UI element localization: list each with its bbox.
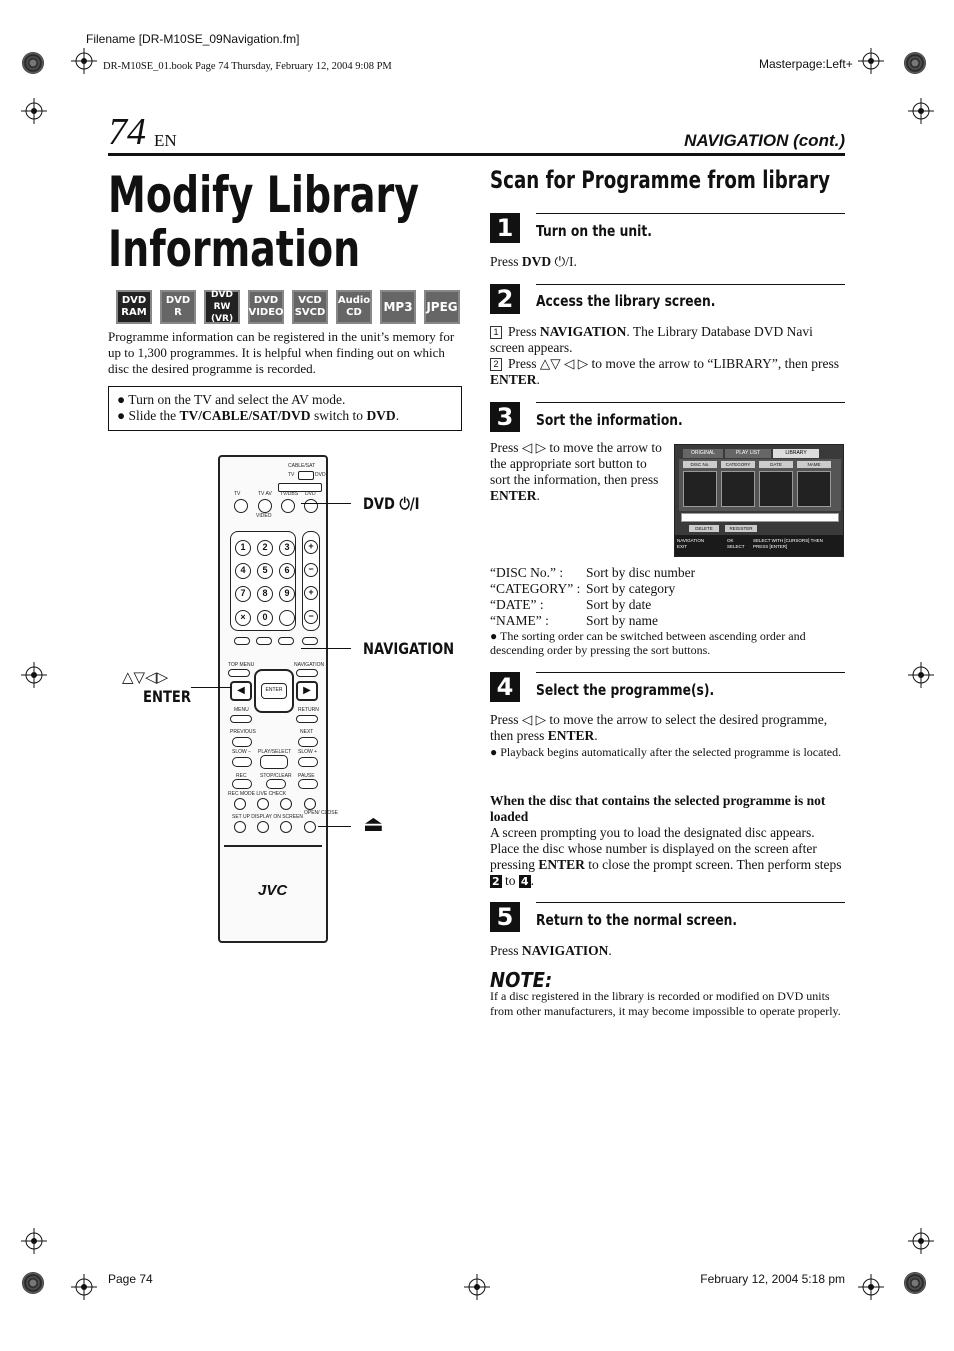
registration-mark-icon: [71, 48, 97, 74]
callout-dvd: DVD ⏻/I: [363, 494, 420, 513]
disc-badge-vcd: VCD SVCD: [292, 290, 328, 324]
disc-badge-dvd-video: DVD VIDEO: [248, 290, 284, 324]
sort-row: “NAME” : Sort by name: [490, 613, 658, 628]
registration-mark-icon: [464, 1274, 490, 1300]
step-3-badge: 3: [490, 402, 520, 432]
header-rule: [108, 153, 845, 156]
sort-row: “DATE” : Sort by date: [490, 597, 652, 612]
registration-mark-icon: [858, 48, 884, 74]
page-lang: EN: [154, 131, 177, 150]
prep-item: ● Slide the TV/CABLE/SAT/DVD switch to DVD.: [117, 408, 400, 423]
registration-mark-icon: [908, 98, 934, 124]
eject-icon: ⏏: [363, 812, 384, 837]
registration-mark-icon: [908, 1228, 934, 1254]
disc-badge-jpeg: JPEG: [424, 290, 460, 324]
sort-row: “DISC No.” : Sort by disc number: [490, 565, 696, 580]
step-1-title: Turn on the unit.: [536, 222, 652, 240]
step-5-badge: 5: [490, 902, 520, 932]
remote-brand-logo: JVC: [258, 882, 288, 899]
step-2-badge: 2: [490, 284, 520, 314]
disc-badge-dvd-ram: DVD RAM: [116, 290, 152, 324]
page-number: 74: [108, 111, 146, 153]
step-1-badge: 1: [490, 213, 520, 243]
intro-text: Programme information can be registered in the unit’s memory for up to 1,300 programmes. It is helpful when finding out on which disc the desired programme is recorded.: [108, 329, 455, 376]
step-2-title: Access the library screen.: [536, 292, 716, 310]
registration-mark-icon: [908, 662, 934, 688]
callout-enter: ENTER: [143, 687, 191, 706]
disc-badge-audio-cd: Audio CD: [336, 290, 372, 324]
preparation-box: [108, 386, 462, 431]
step-1-text: Press DVD ⏻/I.: [490, 254, 577, 269]
registration-mark-icon: [21, 662, 47, 688]
note-heading: NOTE:: [490, 968, 553, 992]
not-loaded-title: When the disc that contains the selected programme is not loaded: [490, 793, 826, 824]
color-target-icon: [22, 52, 44, 74]
step-4-badge: 4: [490, 672, 520, 702]
callout-arrows: △▽◁▷: [122, 668, 169, 686]
sort-note: ● The sorting order can be switched between ascending order and descending order by pressing the sort buttons.: [490, 629, 806, 657]
step-4-text: Press ◁ ▷ to move the arrow to select the desired programme, then press ENTER.: [490, 712, 828, 743]
registration-mark-icon: [21, 98, 47, 124]
header-masterpage: Masterpage:Left+: [759, 57, 853, 71]
header-filename: Filename [DR-M10SE_09Navigation.fm]: [86, 32, 300, 46]
step-2-substep-1: 1 Press NAVIGATION. The Library Database DVD Navi screen appears.: [490, 324, 813, 355]
header-book: DR-M10SE_01.book Page 74 Thursday, February 12, 2004 9:08 PM: [103, 61, 392, 72]
footer-date: February 12, 2004 5:18 pm: [700, 1272, 845, 1286]
section-title: NAVIGATION (cont.): [684, 131, 845, 150]
step-2-substep-2: 2 Press △▽ ◁ ▷ to move the arrow to “LIBRARY”, then press ENTER.: [490, 356, 839, 387]
sort-row: “CATEGORY” : Sort by category: [490, 581, 676, 596]
step-4-note: ● Playback begins automatically after the selected programme is located.: [490, 745, 842, 759]
registration-mark-icon: [21, 1228, 47, 1254]
disc-badge-dvd-r: DVD R: [160, 290, 196, 324]
prep-item: ● Turn on the TV and select the AV mode.: [117, 392, 346, 407]
disc-badge-mp3: MP3: [380, 290, 416, 324]
page-title-line1: Modify Library: [108, 166, 420, 224]
section-heading: Scan for Programme from library: [490, 166, 830, 194]
page-title-line2: Information: [108, 220, 361, 278]
footer-page: Page 74: [108, 1272, 153, 1286]
library-screen-illustration: ORIGINAL PLAY LIST LIBRARY DISC No. CATEGORY DATE NAME DELETE REGISTER NAVIGATION EXIT OK SELECT SELECT WITH [CURSORS] THEN PRESS [ENTER]: [674, 444, 844, 557]
note-text: If a disc registered in the library is recorded or modified on DVD units from other manufacturers, it may become impossible to operate properly.: [490, 989, 841, 1018]
step-4-title: Select the programme(s).: [536, 681, 715, 699]
disc-badge-dvd-rw: DVD RW (VR): [204, 290, 240, 324]
not-loaded-text: A screen prompting you to load the designated disc appears. Place the disc whose number is displayed on the screen after pressing ENTER to close the prompt screen. Then perform steps 2 to 4 .: [490, 825, 842, 888]
color-target-icon: [22, 1272, 44, 1294]
remote-control-illustration: CABLE/SAT TV DVD TV TV AV TV/DBS DVD VIDEO 1 2 3 + 4 5 6 − 7 8 9 + × 0 − TOP MENU NAVIGATION ◀ ▶ ENTER MENU RETURN PREVIOUS NEXT SLOW − PLAY/SELECT SLOW + REC STOP/CLEAR PAUSE REC MODE LIVE CHECK SET UP DISPLAY ON SCREEN OPEN/ CLOSE JVC: [218, 455, 328, 943]
callout-navigation: NAVIGATION: [363, 639, 455, 658]
step-3-text: Press ◁ ▷ to move the arrow to the appropriate sort button to sort the information, then press ENTER.: [490, 440, 662, 503]
registration-mark-icon: [858, 1274, 884, 1300]
registration-mark-icon: [71, 1274, 97, 1300]
step-5-text: Press NAVIGATION.: [490, 943, 612, 958]
color-target-icon: [904, 1272, 926, 1294]
step-3-title: Sort the information.: [536, 411, 683, 429]
color-target-icon: [904, 52, 926, 74]
step-5-title: Return to the normal screen.: [536, 911, 738, 929]
